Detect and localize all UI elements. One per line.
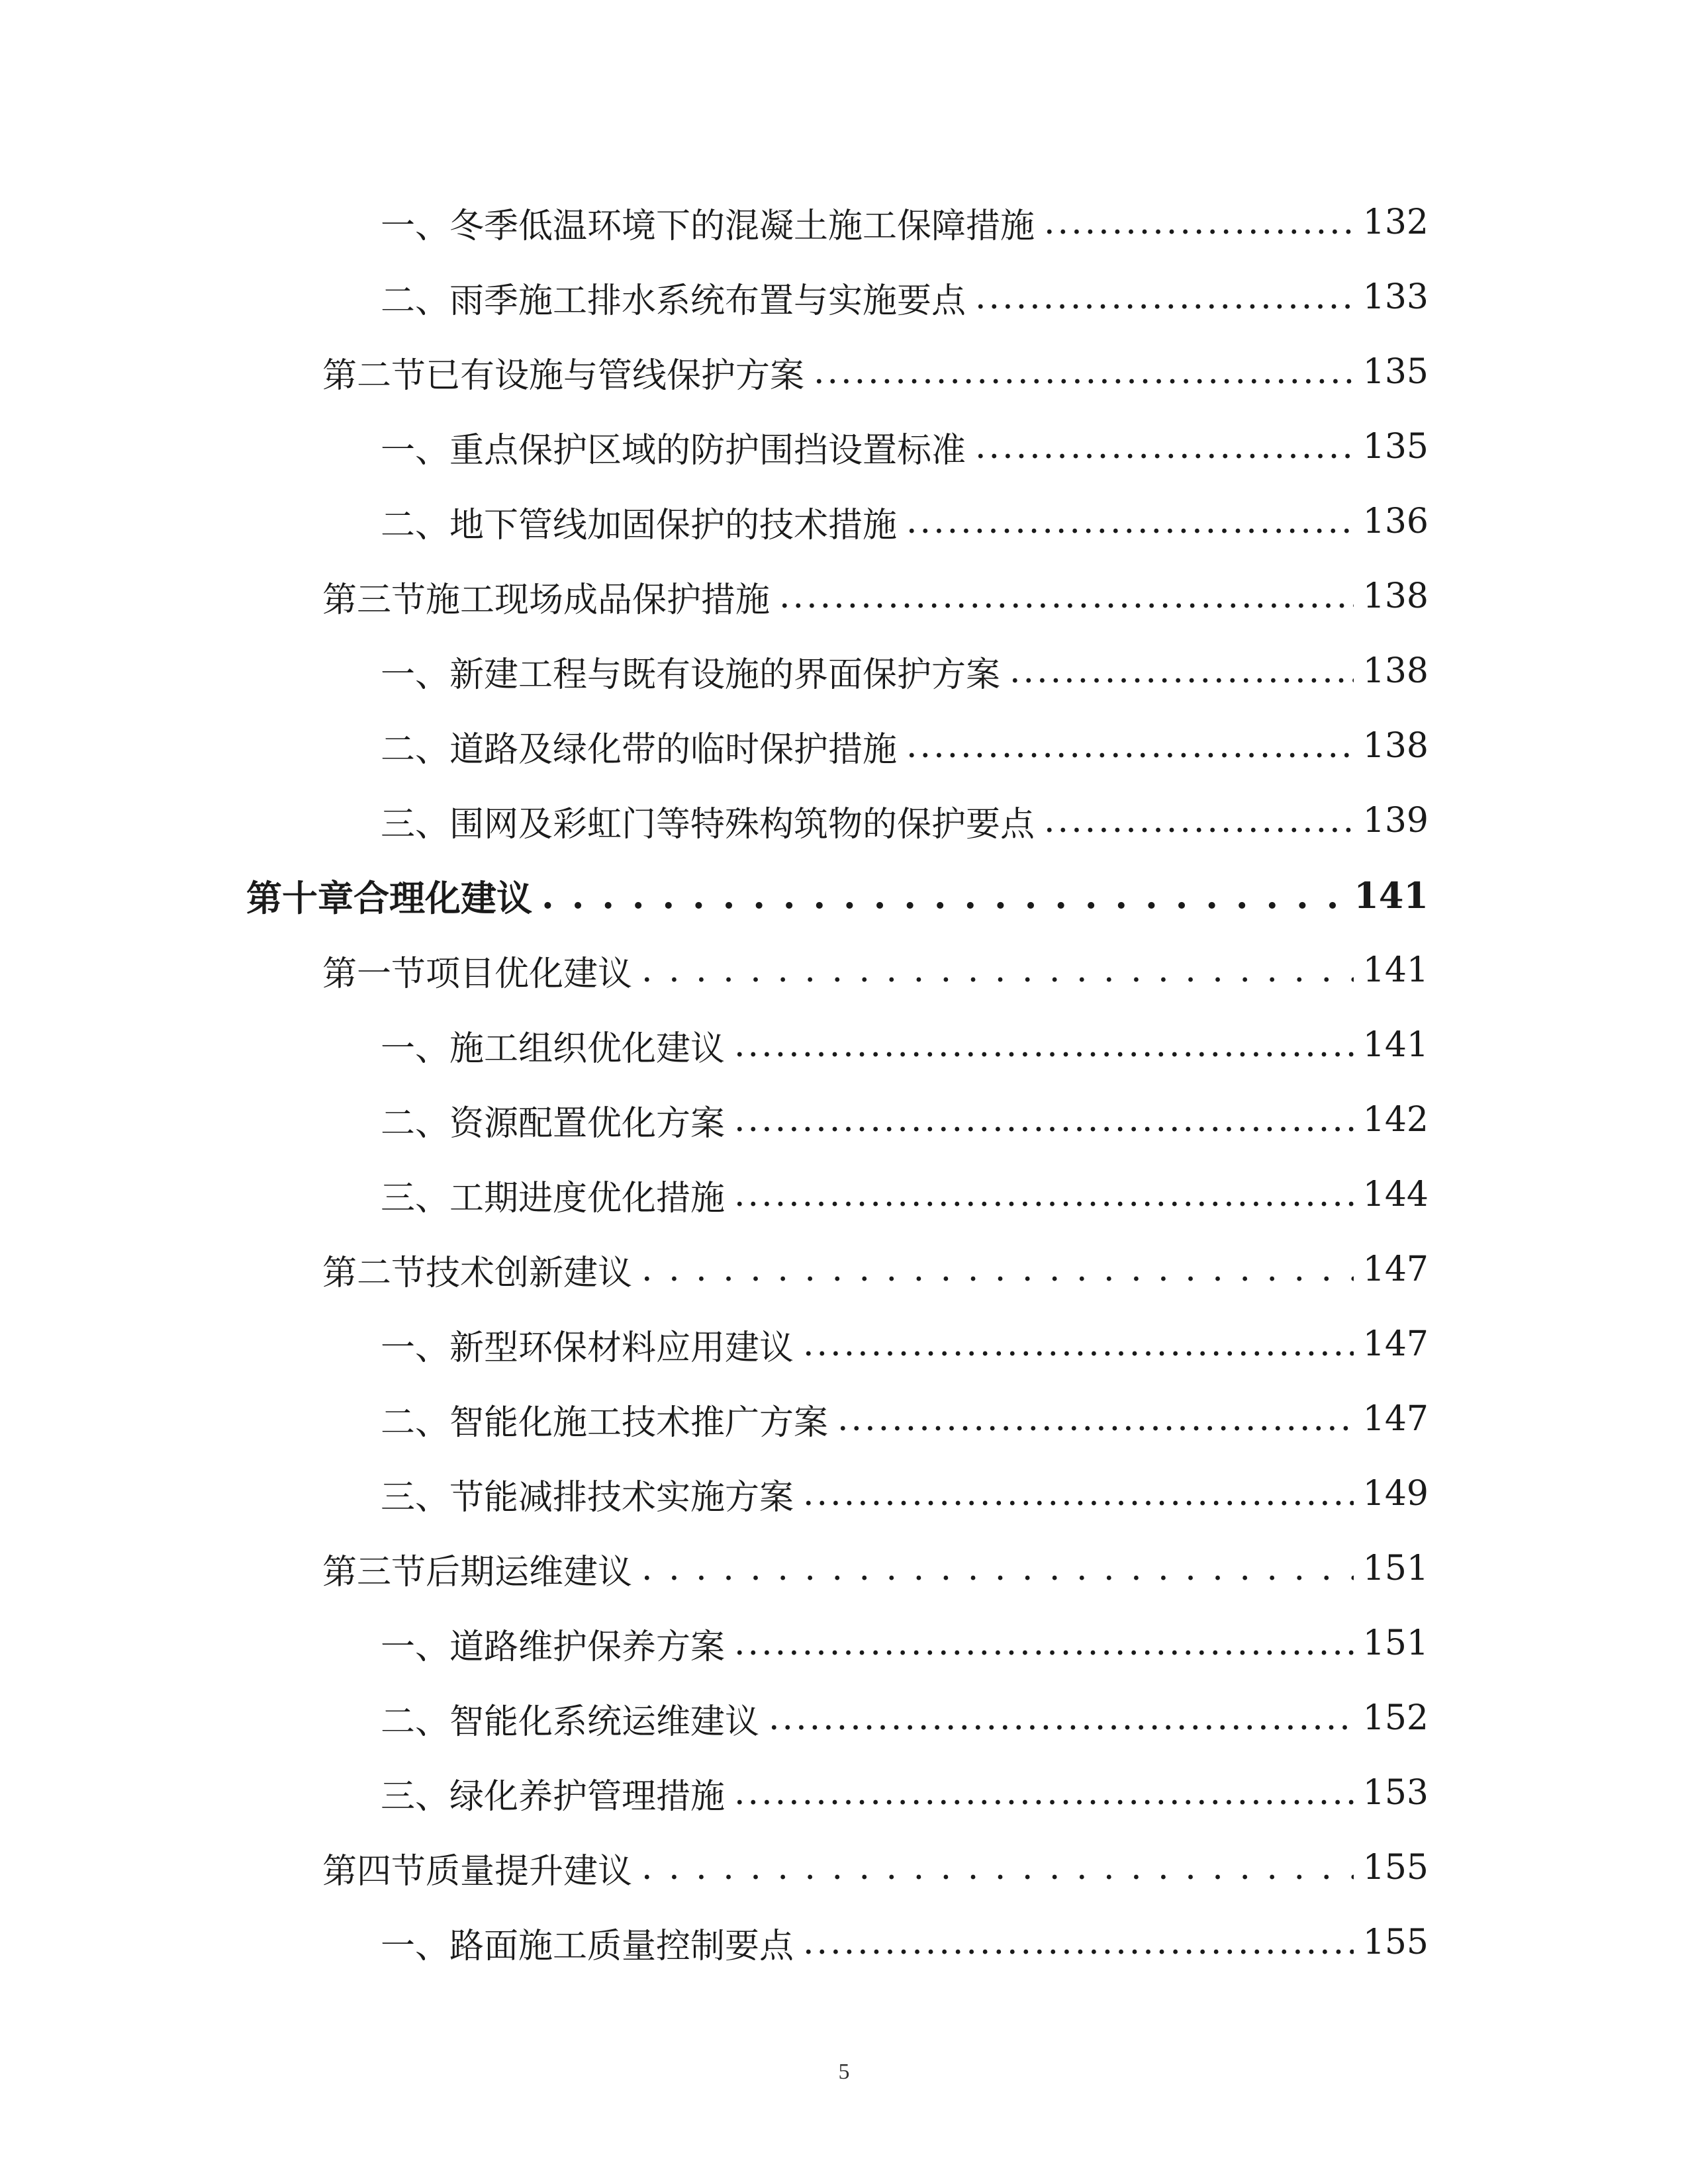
toc-entry[interactable] (322, 937, 1429, 1003)
toc-entry-prefix: 一、 (381, 1328, 450, 1368)
toc-entry-page: 151 (1362, 1549, 1429, 1588)
toc-entry-title: 合理化建议 (353, 876, 532, 919)
dot-leader (1044, 189, 1354, 255)
page-number: 5 (838, 2060, 850, 2084)
toc-entry-page: 142 (1362, 1100, 1429, 1140)
toc-entry[interactable] (381, 638, 1429, 704)
toc-entry[interactable] (381, 1909, 1429, 1976)
toc-entry[interactable] (322, 1535, 1429, 1602)
dot-leader (1044, 788, 1354, 854)
toc-entry[interactable] (381, 1760, 1429, 1826)
toc-entry-page: 141 (1362, 1025, 1429, 1065)
toc-entry[interactable] (381, 414, 1429, 480)
toc-entry-title: 路面施工质量控制要点 (449, 1926, 794, 1966)
toc-entry-prefix: 三、 (381, 1178, 450, 1218)
toc-entry-prefix: 一、 (381, 655, 450, 695)
dot-leader (734, 1087, 1354, 1153)
dot-leader (779, 563, 1354, 629)
toc-entry-title: 质量提升建议 (426, 1851, 633, 1891)
toc-entry-page: 151 (1362, 1623, 1429, 1663)
toc-entry-page: 139 (1362, 801, 1429, 841)
dot-leader (837, 1386, 1354, 1452)
toc-entry-title: 道路及绿化带的临时保护措施 (449, 729, 898, 770)
toc-chapter-entry[interactable] (246, 862, 1429, 929)
toc-entry[interactable] (381, 1610, 1429, 1676)
toc-entry[interactable] (381, 1461, 1429, 1527)
toc-entry-prefix: 第三节 (322, 580, 426, 620)
toc-entry-prefix: 三、 (381, 1477, 450, 1518)
dot-leader (803, 1461, 1354, 1527)
toc-entry-title: 新型环保材料应用建议 (449, 1328, 794, 1368)
toc-entry-prefix: 第十章 (246, 876, 353, 919)
dot-leader (541, 862, 1344, 929)
dot-leader (734, 1760, 1354, 1826)
toc-entry-page: 136 (1362, 502, 1429, 541)
toc-entry[interactable] (322, 563, 1429, 629)
toc-entry-page: 138 (1362, 576, 1429, 616)
toc-entry-prefix: 第二节 (322, 1253, 426, 1293)
toc-entry[interactable] (381, 1161, 1429, 1228)
toc-entry-page: 138 (1362, 651, 1429, 691)
toc-entry-title: 道路维护保养方案 (449, 1627, 726, 1667)
toc-entry-page: 147 (1362, 1250, 1429, 1289)
toc-entry-title: 绿化养护管理措施 (449, 1776, 726, 1817)
toc-entry-page: 141 (1362, 950, 1429, 990)
toc-entry-prefix: 一、 (381, 1028, 450, 1069)
toc-entry-page: 147 (1362, 1324, 1429, 1364)
toc-entry-page: 144 (1362, 1175, 1429, 1214)
dot-leader (641, 1535, 1354, 1602)
toc-entry-title: 工期进度优化措施 (449, 1178, 726, 1218)
toc-entry-page: 135 (1362, 352, 1429, 392)
toc-entry-prefix: 第一节 (322, 954, 426, 994)
toc-entry-title: 技术创新建议 (426, 1253, 633, 1293)
dot-leader (906, 713, 1354, 779)
toc-entry[interactable] (381, 713, 1429, 779)
toc-entry[interactable] (381, 1386, 1429, 1452)
toc-entry-page: 155 (1362, 1848, 1429, 1888)
dot-leader (975, 264, 1354, 330)
toc-entry-prefix: 三、 (381, 1776, 450, 1817)
toc-entry-title: 地下管线加固保护的技术措施 (449, 505, 898, 545)
toc-entry-prefix: 二、 (381, 1402, 450, 1443)
toc-entry-prefix: 二、 (381, 729, 450, 770)
toc-entry-prefix: 第四节 (322, 1851, 426, 1891)
dot-leader (734, 1161, 1354, 1228)
toc-entry-title: 围网及彩虹门等特殊构筑物的保护要点 (449, 804, 1035, 844)
toc-entry-title: 重点保护区域的防护围挡设置标准 (449, 430, 966, 471)
toc-entry-page: 135 (1362, 427, 1429, 467)
dot-leader (803, 1311, 1354, 1377)
toc-entry[interactable] (381, 1087, 1429, 1153)
toc-entry[interactable] (381, 788, 1429, 854)
toc-entry-title: 节能减排技术实施方案 (449, 1477, 794, 1518)
toc-entry-title: 已有设施与管线保护方案 (426, 355, 805, 396)
toc-entry[interactable] (381, 1685, 1429, 1751)
dot-leader (769, 1685, 1354, 1751)
toc-entry[interactable] (322, 339, 1429, 405)
toc-entry-prefix: 第三节 (322, 1552, 426, 1592)
dot-leader (814, 339, 1354, 405)
toc-entry-page: 152 (1362, 1698, 1429, 1738)
toc-entry-title: 后期运维建议 (426, 1552, 633, 1592)
dot-leader (906, 488, 1354, 555)
toc-entry[interactable] (381, 189, 1429, 255)
toc-entry-title: 冬季低温环境下的混凝土施工保障措施 (449, 206, 1035, 246)
toc-entry-prefix: 一、 (381, 1627, 450, 1667)
toc-entry-prefix: 第二节 (322, 355, 426, 396)
toc-entry-page: 133 (1362, 277, 1429, 317)
toc-entry-title: 项目优化建议 (426, 954, 633, 994)
toc-entry-prefix: 一、 (381, 206, 450, 246)
toc-entry-prefix: 二、 (381, 281, 450, 321)
dot-leader (803, 1909, 1354, 1976)
toc-entry[interactable] (322, 1835, 1429, 1901)
toc-entry-title: 雨季施工排水系统布置与实施要点 (449, 281, 966, 321)
toc-entry-page: 141 (1354, 874, 1429, 917)
toc-entry-prefix: 二、 (381, 505, 450, 545)
dot-leader (1009, 638, 1354, 704)
dot-leader (641, 937, 1354, 1003)
toc-entry-title: 施工现场成品保护措施 (426, 580, 771, 620)
toc-entry-title: 新建工程与既有设施的界面保护方案 (449, 655, 1001, 695)
toc-entry-prefix: 二、 (381, 1103, 450, 1144)
toc-entry-title: 施工组织优化建议 (449, 1028, 726, 1069)
dot-leader (641, 1236, 1354, 1302)
toc-entry-page: 153 (1362, 1773, 1429, 1813)
toc-entry-page: 155 (1362, 1923, 1429, 1962)
toc-entry-prefix: 二、 (381, 1702, 450, 1742)
toc-entry[interactable] (381, 264, 1429, 330)
toc-entry-prefix: 一、 (381, 1926, 450, 1966)
dot-leader (641, 1835, 1354, 1901)
toc-entry-page: 132 (1362, 203, 1429, 242)
dot-leader (734, 1012, 1354, 1078)
toc-entry-title: 智能化施工技术推广方案 (449, 1402, 829, 1443)
toc-entry[interactable] (322, 1236, 1429, 1302)
dot-leader (975, 414, 1354, 480)
dot-leader (734, 1610, 1354, 1676)
toc-entry-title: 资源配置优化方案 (449, 1103, 726, 1144)
toc-entry-page: 138 (1362, 726, 1429, 766)
toc-entry-prefix: 一、 (381, 430, 450, 471)
toc-entry[interactable] (381, 1012, 1429, 1078)
toc-entry-page: 149 (1362, 1474, 1429, 1514)
toc-entry-title: 智能化系统运维建议 (449, 1702, 760, 1742)
toc-entry-page: 147 (1362, 1399, 1429, 1439)
toc-entry-prefix: 三、 (381, 804, 450, 844)
toc-entry[interactable] (381, 1311, 1429, 1377)
toc-entry[interactable] (381, 488, 1429, 555)
